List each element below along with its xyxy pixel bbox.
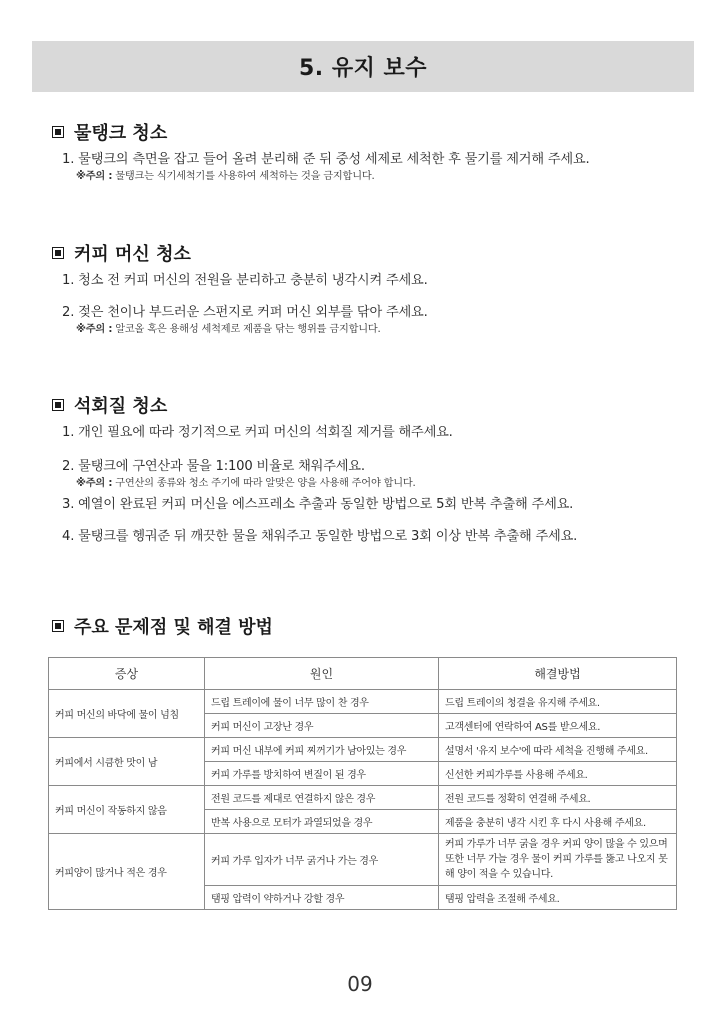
section-troubleshooting bbox=[52, 613, 692, 645]
table-row bbox=[49, 690, 677, 714]
square-bullet-icon bbox=[52, 126, 64, 138]
solution-cell: 드립 트레이의 청결을 유지해 주세요. bbox=[439, 690, 677, 714]
cause-cell: 탬핑 압력이 약하거나 강할 경우 bbox=[205, 886, 439, 910]
caution-note: ※주의 : 물탱크는 식기세척기를 사용하여 세척하는 것을 금지합니다. bbox=[76, 171, 375, 182]
symptom-cell: 커피 머신의 바닥에 물이 넘침 bbox=[49, 690, 205, 738]
solution-cell: 전원 코드를 정확히 연결해 주세요. bbox=[439, 786, 677, 810]
square-bullet-icon bbox=[52, 620, 64, 632]
cause-cell: 커피 가루를 방치하여 변질이 된 경우 bbox=[205, 762, 439, 786]
page-number: 09 bbox=[347, 972, 373, 996]
solution-cell: 커피 가루가 너무 굵을 경우 커피 양이 많을 수 있으며 또한 너무 가늘 경우 물이 커피 가루를 뚫고 나오지 못해 양이 적을 수 있습니다. bbox=[439, 834, 677, 886]
cause-cell: 전원 코드를 제대로 연결하지 않은 경우 bbox=[205, 786, 439, 810]
cause-cell: 커피 머신이 고장난 경우 bbox=[205, 714, 439, 738]
header-cause: 원인 bbox=[205, 658, 439, 690]
section-coffee-machine bbox=[52, 240, 692, 338]
solution-cell: 신선한 커피가루를 사용해 주세요. bbox=[439, 762, 677, 786]
cause-cell: 반복 사용으로 모터가 과열되었을 경우 bbox=[205, 810, 439, 834]
table-row bbox=[49, 738, 677, 762]
header-solution: 해결방법 bbox=[439, 658, 677, 690]
list-item: 3. 예열이 완료된 커피 머신을 에스프레소 추출과 동일한 방법으로 5회 반복 추출해 주세요. bbox=[62, 497, 574, 512]
caution-note: ※주의 : 알코올 혹은 용해성 세척제로 제품을 닦는 행위를 금지합니다. bbox=[76, 324, 381, 335]
list-item: 1. 청소 전 커피 머신의 전원을 분리하고 충분히 냉각시켜 주세요. bbox=[62, 273, 428, 288]
solution-cell: 설명서 '유지 보수'에 따라 세척을 진행해 주세요. bbox=[439, 738, 677, 762]
list-item: 2. 젖은 천이나 부드러운 스펀지로 커퍼 머신 외부를 닦아 주세요. bbox=[62, 305, 428, 320]
table-row bbox=[49, 834, 677, 886]
section-title: 석회질 청소 bbox=[74, 396, 168, 417]
section-title: 주요 문제점 및 해결 방법 bbox=[74, 617, 273, 638]
cause-cell: 커피 가루 입자가 너무 굵거나 가는 경우 bbox=[205, 834, 439, 886]
cause-cell: 커피 머신 내부에 커피 찌꺼기가 남아있는 경우 bbox=[205, 738, 439, 762]
table-row bbox=[49, 786, 677, 810]
section-title: 커피 머신 청소 bbox=[74, 244, 191, 265]
caution-note: ※주의 : 구연산의 종류와 청소 주기에 따라 알맞은 양을 사용해 주어야 합니다. bbox=[76, 478, 416, 489]
list-item: 1. 물탱크의 측면을 잡고 들어 올려 분리해 준 뒤 중성 세제로 세척한 후 물기를 제거해 주세요. bbox=[62, 152, 590, 167]
solution-cell: 탬핑 압력을 조절해 주세요. bbox=[439, 886, 677, 910]
solution-cell: 고객센터에 연락하여 AS를 받으세요. bbox=[439, 714, 677, 738]
section-title: 물탱크 청소 bbox=[74, 123, 168, 144]
square-bullet-icon bbox=[52, 399, 64, 411]
section-descaling bbox=[52, 392, 692, 546]
symptom-cell: 커피 머신이 작동하지 않음 bbox=[49, 786, 205, 834]
troubleshooting-table bbox=[48, 657, 677, 910]
page-title: 5. 유지 보수 bbox=[299, 56, 427, 81]
list-item: 2. 물탱크에 구연산과 물을 1:100 비율로 채워주세요. bbox=[62, 459, 365, 474]
section-water-tank bbox=[52, 119, 692, 185]
list-item: 1. 개인 필요에 따라 정기적으로 커피 머신의 석회질 제거를 해주세요. bbox=[62, 425, 453, 440]
symptom-cell: 커피양이 많거나 적은 경우 bbox=[49, 834, 205, 910]
header-symptom: 증상 bbox=[49, 658, 205, 690]
page-title-bar bbox=[32, 41, 694, 92]
table-header-row bbox=[49, 658, 677, 690]
solution-cell: 제품을 충분히 냉각 시킨 후 다시 사용해 주세요. bbox=[439, 810, 677, 834]
symptom-cell: 커피에서 시큼한 맛이 남 bbox=[49, 738, 205, 786]
square-bullet-icon bbox=[52, 247, 64, 259]
list-item: 4. 물탱크를 헹궈준 뒤 깨끗한 물을 채워주고 동일한 방법으로 3회 이상 반복 추출해 주세요. bbox=[62, 529, 578, 544]
cause-cell: 드립 트레이에 물이 너무 많이 찬 경우 bbox=[205, 690, 439, 714]
